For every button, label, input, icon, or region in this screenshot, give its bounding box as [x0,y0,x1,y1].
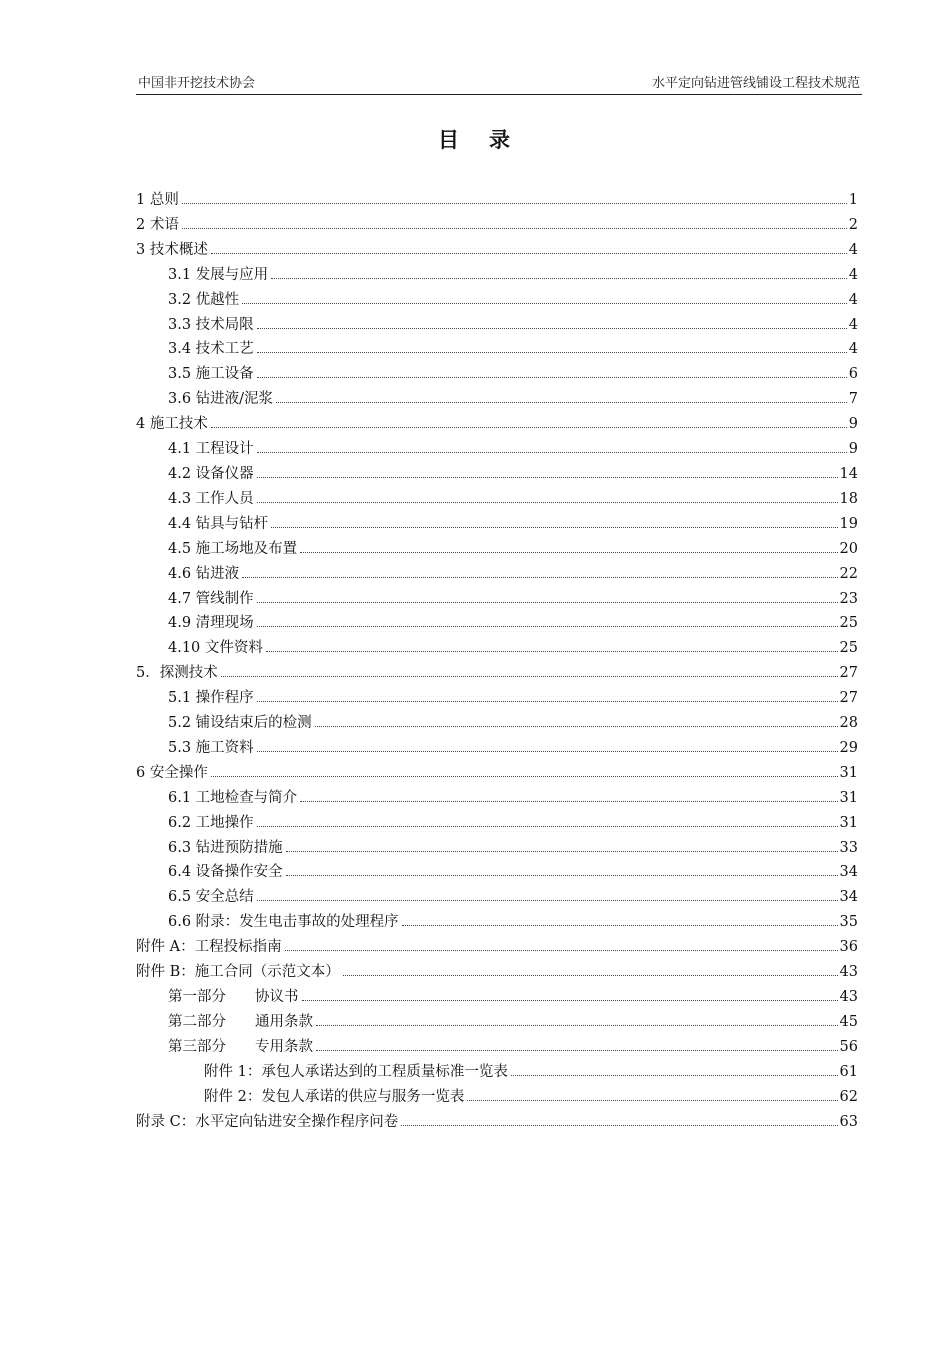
toc-entry[interactable] [136,313,858,338]
toc-dot-leader [300,800,837,802]
toc-entry-page-number: 43 [839,989,858,1005]
toc-entry-title: 5.1 操作程序 [168,690,254,707]
toc-entry[interactable] [136,213,858,238]
toc-entry-title: 4.4 钻具与钻杆 [168,515,269,532]
toc-entry-page-number: 2 [848,216,858,233]
toc-entry-title: 5.3 施工资料 [168,739,254,756]
toc-entry-title: 6.1 工地检查与简介 [168,789,298,806]
toc-dot-leader [266,650,838,652]
toc-entry[interactable] [136,387,858,412]
toc-entry-page-number: 14 [839,465,858,482]
toc-entry-title: 第一部分 协议书 [168,989,299,1005]
toc-entry[interactable] [136,711,858,736]
toc-entry-page-number: 27 [839,665,858,682]
toc-dot-leader [276,401,847,403]
toc-entry-title: 3.2 优越性 [168,291,240,308]
toc-entry-title: 第三部分 专用条款 [168,1038,313,1055]
toc-dot-leader [286,874,838,876]
header-organization: 中国非开挖技术协会 [138,76,256,91]
toc-entry-title: 3.3 技术局限 [168,316,254,333]
toc-entry-page-number: 25 [839,640,858,657]
toc-entry-page-number: 45 [839,1013,858,1030]
toc-dot-leader [401,1124,837,1126]
toc-entry-title: 4.2 设备仪器 [168,465,254,482]
toc-dot-leader [285,949,838,951]
toc-entry-page-number: 56 [839,1038,858,1055]
toc-dot-leader [271,277,847,279]
toc-entry[interactable] [136,362,858,387]
toc-entry-title: 4.5 施工场地及布置 [168,540,298,557]
toc-dot-leader [257,750,838,752]
toc-entry[interactable] [136,761,858,786]
toc-entry[interactable] [136,661,858,686]
toc-entry[interactable] [136,562,858,587]
toc-entry[interactable] [136,462,858,487]
toc-entry[interactable] [136,288,858,313]
toc-entry-page-number: 62 [839,1088,858,1105]
toc-dot-leader [211,252,847,254]
toc-entry-title: 附录 C：水平定向钻进安全操作程序问卷 [136,1113,399,1130]
toc-entry-page-number: 4 [848,291,858,308]
toc-entry-title: 3.4 技术工艺 [168,341,254,358]
toc-entry[interactable] [136,836,858,861]
toc-entry[interactable] [136,1060,858,1085]
toc-dot-leader [257,351,847,353]
toc-entry-title: 6 安全操作 [136,764,208,781]
toc-entry-page-number: 34 [839,889,858,906]
toc-entry[interactable] [136,686,858,711]
toc-entry-page-number: 23 [839,590,858,607]
toc-entry-page-number: 18 [839,490,858,507]
toc-entry-title: 3.1 发展与应用 [168,266,269,283]
toc-entry[interactable] [136,263,858,288]
toc-entry-title: 3 技术概述 [136,241,208,258]
toc-entry-title: 附件 A：工程投标指南 [136,939,282,956]
toc-entry[interactable] [136,985,858,1010]
toc-entry[interactable] [136,910,858,935]
toc-entry-page-number: 31 [839,764,858,781]
page-title [0,124,950,154]
toc-entry-page-number: 33 [839,839,858,856]
toc-dot-leader [242,576,837,578]
toc-dot-leader [211,426,847,428]
title-char-2: 录 [489,128,512,152]
toc-entry-page-number: 43 [839,964,858,981]
toc-entry[interactable] [136,885,858,910]
header-document-title: 水平定向钻进管线铺设工程技术规范 [651,76,860,91]
toc-entry-title: 4.1 工程设计 [168,441,254,458]
toc-entry-title: 5．探测技术 [136,665,218,682]
toc-dot-leader [257,451,847,453]
toc-entry-page-number: 31 [839,789,858,806]
toc-entry-page-number: 36 [839,939,858,956]
toc-entry[interactable] [136,512,858,537]
toc-entry[interactable] [136,238,858,263]
toc-dot-leader [257,501,838,503]
toc-dot-leader [211,775,838,777]
toc-entry-page-number: 31 [839,814,858,831]
toc-dot-leader [402,924,838,926]
toc-entry-title: 3.6 钻进液/泥浆 [168,391,274,408]
page-header [136,68,862,95]
toc-entry[interactable] [136,412,858,437]
toc-entry-title: 附件 2：发包人承诺的供应与服务一览表 [204,1088,465,1105]
toc-dot-leader [315,725,838,727]
toc-dot-leader [257,601,838,603]
toc-entry-page-number: 4 [848,316,858,333]
toc-entry-page-number: 4 [848,341,858,358]
toc-entry-title: 附件 1：承包人承诺达到的工程质量标准一览表 [204,1063,508,1080]
toc-entry-page-number: 1 [848,192,858,208]
toc-entry[interactable] [136,786,858,811]
toc-dot-leader [182,202,847,204]
toc-dot-leader [271,526,837,528]
toc-entry-page-number: 27 [839,690,858,707]
toc-dot-leader [257,376,847,378]
toc-entry-page-number: 35 [839,914,858,931]
toc-entry-title: 4 施工技术 [136,416,208,433]
toc-entry-title: 4.10 文件资料 [168,640,263,657]
toc-dot-leader [257,476,838,478]
toc-entry-page-number: 4 [848,266,858,283]
toc-dot-leader [182,227,847,229]
toc-entry-page-number: 63 [839,1113,858,1130]
toc-entry[interactable] [136,960,858,985]
toc-entry-title: 4.9 清理现场 [168,615,254,632]
toc-entry-page-number: 28 [839,715,858,732]
toc-dot-leader [257,625,838,627]
toc-entry-title: 4.6 钻进液 [168,565,240,582]
toc-entry-page-number: 4 [848,241,858,258]
toc-entry-page-number: 6 [848,366,858,383]
toc-dot-leader [257,327,847,329]
toc-entry[interactable] [136,537,858,562]
toc-entry[interactable] [136,811,858,836]
toc-entry[interactable] [136,1035,858,1060]
table-of-contents [136,188,858,1134]
toc-entry[interactable] [136,1110,858,1135]
toc-dot-leader [467,1099,837,1101]
toc-entry[interactable] [136,935,858,960]
toc-entry-title: 6.5 安全总结 [168,889,254,906]
toc-entry[interactable] [136,1010,858,1035]
toc-entry[interactable] [136,188,858,213]
toc-entry-title: 3.5 施工设备 [168,366,254,383]
toc-entry-title: 6.6 附录：发生电击事故的处理程序 [168,914,399,931]
toc-entry-title: 4.7 管线制作 [168,590,254,607]
toc-entry[interactable] [136,611,858,636]
toc-dot-leader [257,825,838,827]
toc-entry-page-number: 9 [848,441,858,458]
toc-entry[interactable] [136,337,858,362]
toc-dot-leader [300,551,837,553]
toc-entry-page-number: 61 [839,1063,858,1080]
toc-dot-leader [302,999,838,1001]
toc-entry[interactable] [136,587,858,612]
toc-dot-leader [316,1049,838,1051]
toc-entry-title: 5.2 铺设结束后的检测 [168,715,312,732]
toc-entry-title: 4.3 工作人员 [168,490,254,507]
toc-entry[interactable] [136,437,858,462]
toc-entry[interactable] [136,636,858,661]
toc-entry[interactable] [136,860,858,885]
toc-entry-title: 2 术语 [136,216,179,233]
toc-entry-page-number: 20 [839,540,858,557]
toc-dot-leader [286,850,838,852]
toc-entry-page-number: 19 [839,515,858,532]
toc-dot-leader [511,1074,838,1076]
toc-entry-title: 6.4 设备操作安全 [168,864,283,881]
toc-entry-page-number: 34 [839,864,858,881]
toc-entry-page-number: 22 [839,565,858,582]
toc-entry-title: 6.3 钻进预防措施 [168,839,283,856]
toc-entry-title: 附件 B：施工合同（示范文本） [136,964,340,981]
toc-entry[interactable] [136,736,858,761]
toc-dot-leader [343,974,838,976]
toc-entry-page-number: 7 [848,391,858,408]
toc-dot-leader [242,302,847,304]
toc-dot-leader [257,700,838,702]
toc-dot-leader [221,675,838,677]
toc-entry-page-number: 29 [839,739,858,756]
title-char-1: 目 [438,128,461,152]
toc-entry-page-number: 25 [839,615,858,632]
toc-entry-title: 6.2 工地操作 [168,814,254,831]
toc-dot-leader [257,899,838,901]
toc-entry-title: 第二部分 通用条款 [168,1013,313,1030]
toc-entry-page-number: 9 [848,416,858,433]
toc-entry[interactable] [136,1085,858,1110]
toc-entry-title: 1 总则 [136,192,179,208]
toc-dot-leader [316,1024,838,1026]
toc-entry[interactable] [136,487,858,512]
